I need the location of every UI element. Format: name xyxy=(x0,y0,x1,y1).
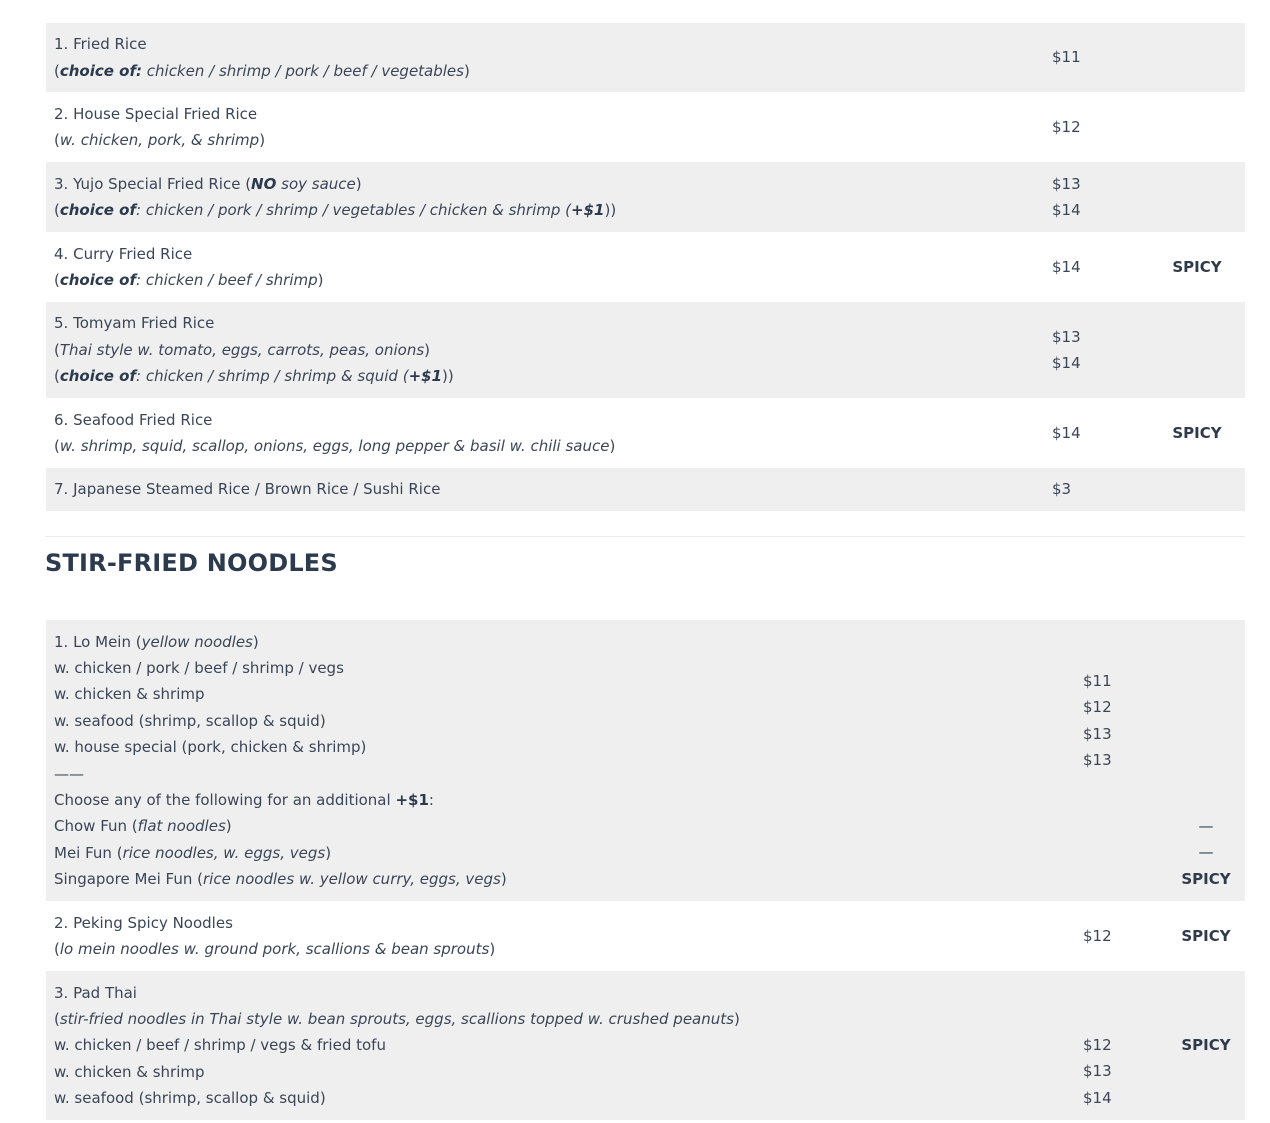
addon-line: Singapore Mei Fun (rice noodles w. yellow curry, eggs, vegs) xyxy=(54,870,507,889)
item-details: (choice of: chicken / shrimp / shrimp & squid (+$1)) xyxy=(54,367,454,386)
item-details: (choice of: chicken / shrimp / pork / beef / vegetables) xyxy=(54,61,470,80)
option-line: w. seafood (shrimp, scallop & squid) xyxy=(54,711,326,730)
table-row xyxy=(46,620,1245,901)
option-line: w. seafood (shrimp, scallop & squid) xyxy=(54,1089,326,1108)
table-row xyxy=(46,232,1245,302)
item-details: (choice of: chicken / beef / shrimp) xyxy=(54,271,324,289)
table-row xyxy=(46,92,1245,162)
item-description xyxy=(46,241,1052,294)
item-description xyxy=(46,407,1052,460)
item-details: (stir-fried noodles in Thai style w. bean sprouts, eggs, scallions topped w. crushed peanuts) xyxy=(54,1009,740,1028)
item-title: 6. Seafood Fried Rice xyxy=(54,410,213,429)
item-description xyxy=(46,101,1052,154)
item-description xyxy=(46,310,1052,389)
addon-line: Mei Fun (rice noodles, w. eggs, vegs) xyxy=(54,843,332,862)
option-line: w. house special (pork, chicken & shrimp) xyxy=(54,738,367,757)
fried-rice-table xyxy=(46,23,1245,511)
item-price: $11 xyxy=(1052,48,1081,67)
item-details: (w. shrimp, squid, scallop, onions, eggs, long pepper & basil w. chili sauce) xyxy=(54,437,616,455)
option-line: w. chicken & shrimp xyxy=(54,685,205,704)
item-title: 2. House Special Fried Rice xyxy=(54,104,258,123)
item-title: 2. Peking Spicy Noodles xyxy=(54,913,233,932)
section-title: STIR-FRIED NOODLES xyxy=(45,549,338,577)
option-line: w. chicken / beef / shrimp / vegs & fried tofu xyxy=(54,1036,386,1055)
item-price: $14 xyxy=(1052,423,1081,442)
item-details: (w. chicken, pork, & shrimp) xyxy=(54,131,266,149)
item-title: 5. Tomyam Fried Rice xyxy=(54,314,215,333)
addon-intro: Choose any of the following for an additional +$1: xyxy=(54,790,434,809)
spice-tag: SPICY xyxy=(1181,927,1231,945)
spice-tag: SPICY xyxy=(1181,1036,1231,1054)
item-description xyxy=(46,629,1083,893)
item-title: 1. Lo Mein (yellow noodles) xyxy=(54,632,259,651)
section-divider xyxy=(45,536,1245,537)
item-price: $12 $13 $14 xyxy=(1083,1036,1112,1107)
table-row xyxy=(46,901,1245,971)
option-line: w. chicken & shrimp xyxy=(54,1062,205,1081)
item-description xyxy=(46,171,1052,224)
table-row xyxy=(46,302,1245,398)
item-title: 1. Fried Rice xyxy=(54,35,147,54)
item-title: 7. Japanese Steamed Rice / Brown Rice / Sushi Rice xyxy=(54,480,441,499)
table-row xyxy=(46,162,1245,232)
table-row xyxy=(46,23,1245,92)
item-description xyxy=(46,476,1052,502)
table-row xyxy=(46,398,1245,468)
noodles-table xyxy=(46,620,1245,1120)
item-price: $11 $12 $13 $13 xyxy=(1083,672,1112,770)
item-price: $12 xyxy=(1052,117,1081,136)
item-details: (lo mein noodles w. ground pork, scallions & bean sprouts) xyxy=(54,940,496,958)
item-description xyxy=(46,910,1083,963)
item-description xyxy=(46,980,1083,1112)
separator: —— xyxy=(54,764,84,783)
item-title: 3. Yujo Special Fried Rice (NO soy sauce) xyxy=(54,174,362,193)
option-line: w. chicken / pork / beef / shrimp / vegs xyxy=(54,658,344,677)
item-style: (Thai style w. tomato, eggs, carrots, peas, onions) xyxy=(54,340,431,359)
table-row xyxy=(46,971,1245,1120)
item-price: $12 xyxy=(1083,926,1112,945)
addon-line: Chow Fun (flat noodles) xyxy=(54,817,232,836)
spice-tags: — — SPICY xyxy=(1181,817,1231,888)
item-description xyxy=(46,31,1052,84)
item-price: $13 $14 xyxy=(1052,174,1081,219)
table-row xyxy=(46,468,1245,511)
item-title: 3. Pad Thai xyxy=(54,983,137,1002)
item-price: $3 xyxy=(1052,480,1072,499)
spice-tag: SPICY xyxy=(1172,424,1222,442)
item-price: $13 $14 xyxy=(1052,327,1081,372)
item-details: (choice of: chicken / pork / shrimp / vegetables / chicken & shrimp (+$1)) xyxy=(54,201,617,219)
spice-tag: SPICY xyxy=(1172,258,1222,276)
item-price: $14 xyxy=(1052,257,1081,276)
item-title: 4. Curry Fried Rice xyxy=(54,244,193,263)
